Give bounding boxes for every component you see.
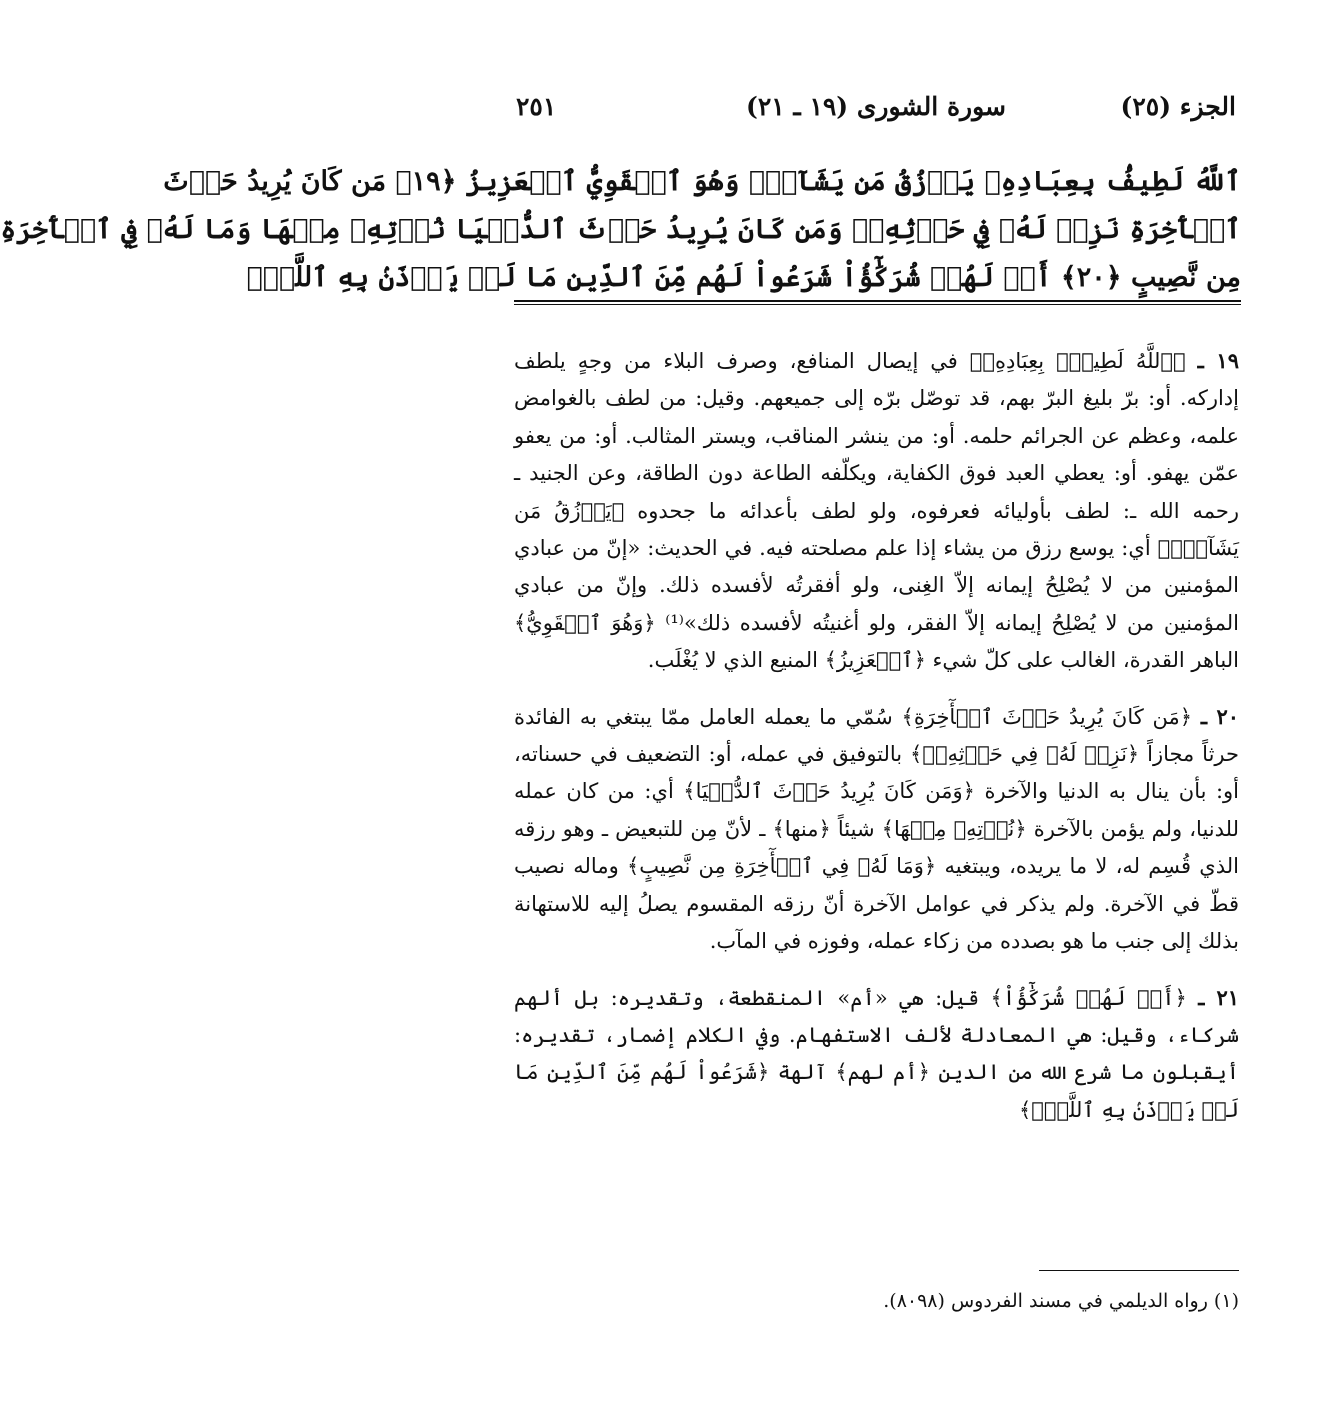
quran-verses-block	[0, 158, 1241, 302]
quran-line: مِن نَّصِيبٍ ﴿٢٠﴾ أَمۡ لَهُمۡ شُرَكَٰٓؤُاْ شَرَعُواْ لَهُم مِّنَ ٱلدِّينِ مَا لَمۡ يَأۡذَنۢ بِهِ ٱللَّهُۚ	[246, 262, 1241, 293]
verse-number: ١٩ ـ	[1197, 348, 1239, 373]
commentary-paragraph-21	[514, 979, 1239, 1130]
verse-number: ٢٠ ـ	[1200, 703, 1240, 729]
surah-title: سورة الشورى (١٩ ـ ٢١)	[746, 92, 1006, 121]
commentary-text: ﴿أَمۡ لَهُمۡ شُرَكَٰٓؤُاْ﴾ قيل: هي «أم» المنقطعة، وتقديره: بل ألهم شركاء، وقيل: هي المعادلة لألف الاستفهام. وفي الكلام إضمار، تقديره: أيقبلون ما شرع الله من الدين ﴿أم لهم﴾ آلهة ﴿شَرَعُواْ لَهُم مِّنَ ٱلدِّينِ مَا لَمۡ يَأۡذَنۢ بِهِ ٱللَّهُۚ﴾	[514, 985, 1239, 1122]
divider-rule	[514, 300, 1241, 302]
commentary-paragraph-20	[514, 698, 1239, 961]
quran-line: ٱللَّهُ لَطِيفُۢ بِعِبَادِهِۦ يَرۡزُقُ مَن يَشَآءُۖ وَهُوَ ٱلۡقَوِيُّ ٱلۡعَزِيزُ ﴿١٩﴾ مَن كَانَ يُرِيدُ حَرۡثَ	[163, 166, 1241, 197]
page-number: ٢٥١	[516, 92, 557, 121]
divider-rule	[514, 304, 1241, 305]
running-header	[516, 92, 1236, 132]
juz-label: الجزء (٢٥)	[1120, 92, 1236, 121]
quran-line: ٱلۡأٓخِرَةِ نَزِدۡ لَهُۥ فِي حَرۡثِهِۦۖ وَمَن كَانَ يُرِيدُ حَرۡثَ ٱلدُّنۡيَا نُؤۡتِهِۦ مِنۡهَا وَمَا لَهُۥ فِي ٱلۡأٓخِرَةِ	[0, 214, 1241, 245]
verse-number: ٢١ ـ	[1198, 984, 1239, 1010]
commentary-text: ﴿مَن كَانَ يُرِيدُ حَرۡثَ ٱلۡأٓخِرَةِ﴾ سُمّي ما يعمله العامل ممّا يبتغي به الفائدة حرثاً مجازاً ﴿نَزِدۡ لَهُۥ فِي حَرۡثِهِۦۖ﴾ بالتوفيق في عمله، أو: التضعيف في حسناته، أو: بأن ينال به الدنيا والآخرة ﴿وَمَن كَانَ يُرِيدُ حَرۡثَ ٱلدُّنۡيَا﴾ أي: من كان عمله للدنيا، ولم يؤمن بالآخرة ﴿نُؤۡتِهِۦ مِنۡهَا﴾ شيئاً ﴿منها﴾ ـ لأنّ مِن للتبعيض ـ وهو رزقه الذي قُسِم له، لا ما يريده، ويبتغيه ﴿وَمَا لَهُۥ فِي ٱلۡأٓخِرَةِ مِن نَّصِيبٍ﴾ وماله نصيب قطّ في الآخرة. ولم يذكر في عوامل الآخرة أنّ رزقه المقسوم يصلُ إليه للاستهانة بذلك إلى جنب ما هو بصدده من زكاء عمله، وفوزه في المآب.	[514, 704, 1239, 954]
commentary-body	[514, 342, 1239, 1147]
commentary-text: ﴿ٱللَّهُ لَطِيفُۢ بِعِبَادِهِۦ﴾ في إيصال المنافع، وصرف البلاء من وجهٍ يلطف إداركه. أو: برّ بليغ البرّ بهم، قد توصّل برّه إلى جميعهم. وقيل: من لطف بالغوامض علمه، وعظم عن الجرائم حلمه. أو: من ينشر المناقب، ويستر المثالب. أو: من يعفو عمّن يهفو. أو: يعطي العبد فوق الكفاية، ويكلّفه الطاعة دون الطاقة، وعن الجنيد ـ رحمه الله ـ: لطف بأوليائه فعرفوه، ولو لطف بأعدائه ما جحدوه ﴿يَرۡزُقُ مَن يَشَآءُۖ﴾ أي: يوسع رزق من يشاء إذا علم مصلحته فيه. في الحديث: «إنّ من عبادي المؤمنين من لا يُصْلِحُ إيمانه إلاّ الغِنى، ولو أفقرتُه لأفسده ذلك. وإنّ من عبادي المؤمنين من لا يُصْلِحُ إيمانه إلاّ الفقر، ولو أغنيتُه لأفسده ذلك»⁽¹⁾ ﴿وَهُوَ ٱلۡقَوِيُّ﴾ الباهر القدرة، الغالب على كلّ شيء ﴿ٱلۡعَزِيزُ﴾ المنيع الذي لا يُغْلَب.	[514, 349, 1239, 673]
footnote-divider	[1039, 1270, 1239, 1271]
commentary-paragraph-19	[514, 342, 1239, 680]
footnote: (١) رواه الديلمي في مسند الفردوس (٨٠٩٨).	[883, 1290, 1239, 1312]
